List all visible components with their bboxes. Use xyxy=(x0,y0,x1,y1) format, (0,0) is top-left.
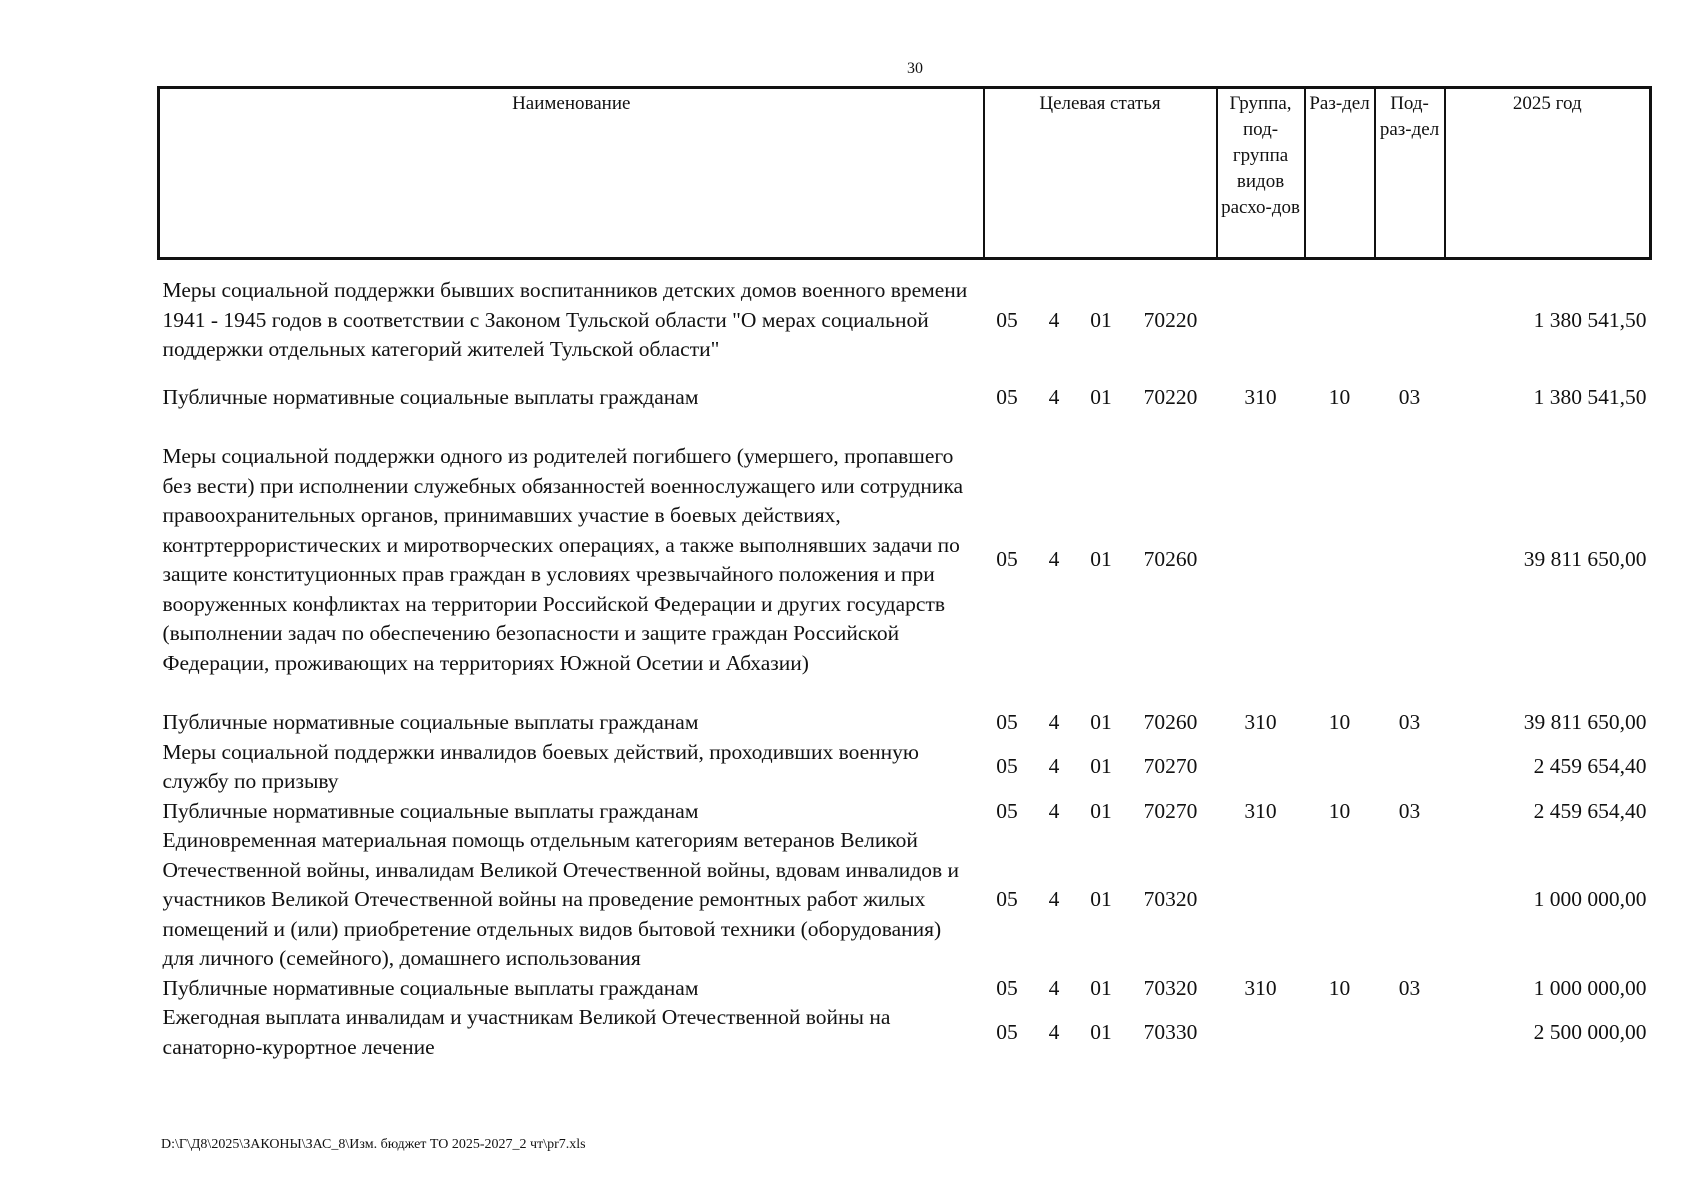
table-row xyxy=(159,276,1651,365)
row-code-d: 70270 xyxy=(1143,798,1198,823)
row-code-c: 01 xyxy=(1090,710,1112,734)
row-group: 310 xyxy=(1244,384,1277,409)
row-name: Меры социальной поддержки одного из родителей погибшего (умершего, пропавшего без вести) при исполнении служебных обязанностей военнослужащего или сотрудника правоохранительных органов, принимавших участие в боевых действиях, контртеррористических и миротворческих операциях, а также выполнявших задачи по защите конституционных прав граждан в условиях чрезвычайного положения и при вооруженных конфликтах на территории Российской Федерации и других государств (выполнении задач по обеспечению безопасности и защите граждан Российской Федерации, проживающих на территориях Южной Осетии и Абхазии) xyxy=(162,444,964,675)
row-amount: 1 380 541,50 xyxy=(1533,307,1647,332)
row-name: Меры социальной поддержки бывших воспитанников детских домов военного времени 1941 - 1945 годов в соответствии с Законом Тульской области "О мерах социальной поддержки отдельных категорий жителей Тульской области" xyxy=(162,278,968,361)
table-row xyxy=(159,974,1651,1004)
row-razdel: 10 xyxy=(1328,384,1351,409)
row-code-b: 4 xyxy=(1048,547,1060,572)
row-code-a: 05 xyxy=(996,798,1018,823)
table-row xyxy=(159,383,1651,413)
row-podrazdel xyxy=(1375,738,1445,797)
header-razdel: Раз-дел xyxy=(1305,88,1375,259)
row-code-a: 05 xyxy=(996,710,1018,734)
row-podrazdel: 03 xyxy=(1398,975,1421,1000)
row-code-c: 01 xyxy=(1090,798,1112,823)
row-code-c: 01 xyxy=(1090,887,1112,911)
row-code-a: 05 xyxy=(996,754,1018,779)
row-code-d: 70320 xyxy=(1143,887,1198,911)
row-amount: 39 811 650,00 xyxy=(1523,547,1647,572)
row-podrazdel xyxy=(1375,1003,1445,1062)
row-code-c: 01 xyxy=(1090,384,1112,409)
row-razdel xyxy=(1305,826,1375,974)
budget-table xyxy=(157,86,1652,1062)
row-podrazdel: 03 xyxy=(1398,798,1421,823)
row-code-d: 70320 xyxy=(1143,975,1198,1000)
row-code-c: 01 xyxy=(1090,307,1112,332)
header-name: Наименование xyxy=(159,88,984,259)
row-code-c: 01 xyxy=(1090,1019,1112,1044)
table-row xyxy=(159,708,1651,738)
row-code-d: 70260 xyxy=(1143,547,1198,572)
row-code-d: 70220 xyxy=(1143,307,1198,332)
row-amount: 2 459 654,40 xyxy=(1533,754,1647,779)
row-podrazdel xyxy=(1375,276,1445,365)
row-razdel xyxy=(1305,276,1375,365)
table-row xyxy=(159,797,1651,827)
table-header xyxy=(159,88,1651,259)
row-code-d: 70220 xyxy=(1143,384,1198,409)
row-podrazdel: 03 xyxy=(1398,384,1421,409)
row-code-b: 4 xyxy=(1048,384,1060,409)
row-group: 310 xyxy=(1244,798,1277,823)
row-name: Публичные нормативные социальные выплаты гражданам xyxy=(162,710,699,734)
row-podrazdel xyxy=(1375,442,1445,678)
row-amount: 1 380 541,50 xyxy=(1533,384,1647,409)
row-amount: 2 459 654,40 xyxy=(1533,798,1647,823)
row-group xyxy=(1217,738,1305,797)
table-row xyxy=(159,826,1651,974)
row-code-d: 70330 xyxy=(1143,1019,1198,1044)
table-body xyxy=(159,259,1651,1063)
header-year-2025: 2025 год xyxy=(1445,88,1651,259)
header-expense-group: Группа, под-группа видов расхо-дов xyxy=(1217,88,1305,259)
row-razdel xyxy=(1305,1003,1375,1062)
row-name: Публичные нормативные социальные выплаты гражданам xyxy=(162,798,699,823)
row-code-a: 05 xyxy=(996,307,1018,332)
row-code-c: 01 xyxy=(1090,975,1112,1000)
row-razdel: 10 xyxy=(1328,798,1351,823)
row-code-b: 4 xyxy=(1048,887,1060,911)
row-amount: 2 500 000,00 xyxy=(1533,1019,1647,1044)
row-group xyxy=(1217,442,1305,678)
row-amount: 39 811 650,00 xyxy=(1523,710,1647,734)
row-code-d: 70260 xyxy=(1143,710,1198,734)
row-code-b: 4 xyxy=(1048,710,1060,734)
row-razdel xyxy=(1305,738,1375,797)
row-razdel: 10 xyxy=(1328,710,1351,734)
row-code-b: 4 xyxy=(1048,975,1060,1000)
row-amount: 1 000 000,00 xyxy=(1533,887,1647,911)
row-code-a: 05 xyxy=(996,547,1018,572)
footer-file-path: D:\Г\Д8\2025\ЗАКОНЫ\ЗАС_8\Изм. бюджет ТО 2025-2027_2 чт\pr7.xls xyxy=(161,1137,586,1152)
row-code-b: 4 xyxy=(1048,307,1060,332)
row-razdel: 10 xyxy=(1328,975,1351,1000)
row-code-b: 4 xyxy=(1048,754,1060,779)
row-code-c: 01 xyxy=(1090,754,1112,779)
row-group xyxy=(1217,826,1305,974)
row-code-a: 05 xyxy=(996,384,1018,409)
budget-table-sheet xyxy=(157,86,1649,1062)
row-code-c: 01 xyxy=(1090,547,1112,572)
row-code-b: 4 xyxy=(1048,798,1060,823)
table-row xyxy=(159,738,1651,797)
row-name: Единовременная материальная помощь отдельным категориям ветеранов Великой Отечественной войны, инвалидам Великой Отечественной войны, вдовам инвалидов и участников Великой Отечественной войны на проведение ремонтных работ жилых помещений и (или) приобретение отдельных видов бытовой техники (оборудования) для личного (семейного), домашнего использования xyxy=(162,828,960,970)
row-group xyxy=(1217,276,1305,365)
row-group: 310 xyxy=(1244,710,1277,734)
row-name: Ежегодная выплата инвалидам и участникам Великой Отечественной войны на санаторно-курортное лечение xyxy=(162,1005,891,1059)
row-group: 310 xyxy=(1244,975,1277,1000)
row-podrazdel xyxy=(1375,826,1445,974)
row-razdel xyxy=(1305,442,1375,678)
row-code-b: 4 xyxy=(1048,1019,1060,1044)
row-code-a: 05 xyxy=(996,1019,1018,1044)
row-name: Меры социальной поддержки инвалидов боевых действий, проходивших военную службу по призыву xyxy=(162,739,919,793)
row-group xyxy=(1217,1003,1305,1062)
table-row xyxy=(159,442,1651,678)
row-amount: 1 000 000,00 xyxy=(1533,975,1647,1000)
header-target-article: Целевая статья xyxy=(984,88,1217,259)
page-number: 30 xyxy=(907,60,923,77)
row-code-a: 05 xyxy=(996,887,1018,911)
row-name: Публичные нормативные социальные выплаты гражданам xyxy=(162,975,699,1000)
row-code-d: 70270 xyxy=(1143,754,1198,779)
header-podrazdel: Под-раз-дел xyxy=(1375,88,1445,259)
table-row xyxy=(159,1003,1651,1062)
row-name: Публичные нормативные социальные выплаты гражданам xyxy=(162,384,699,409)
row-podrazdel: 03 xyxy=(1398,710,1421,734)
row-code-a: 05 xyxy=(996,975,1018,1000)
